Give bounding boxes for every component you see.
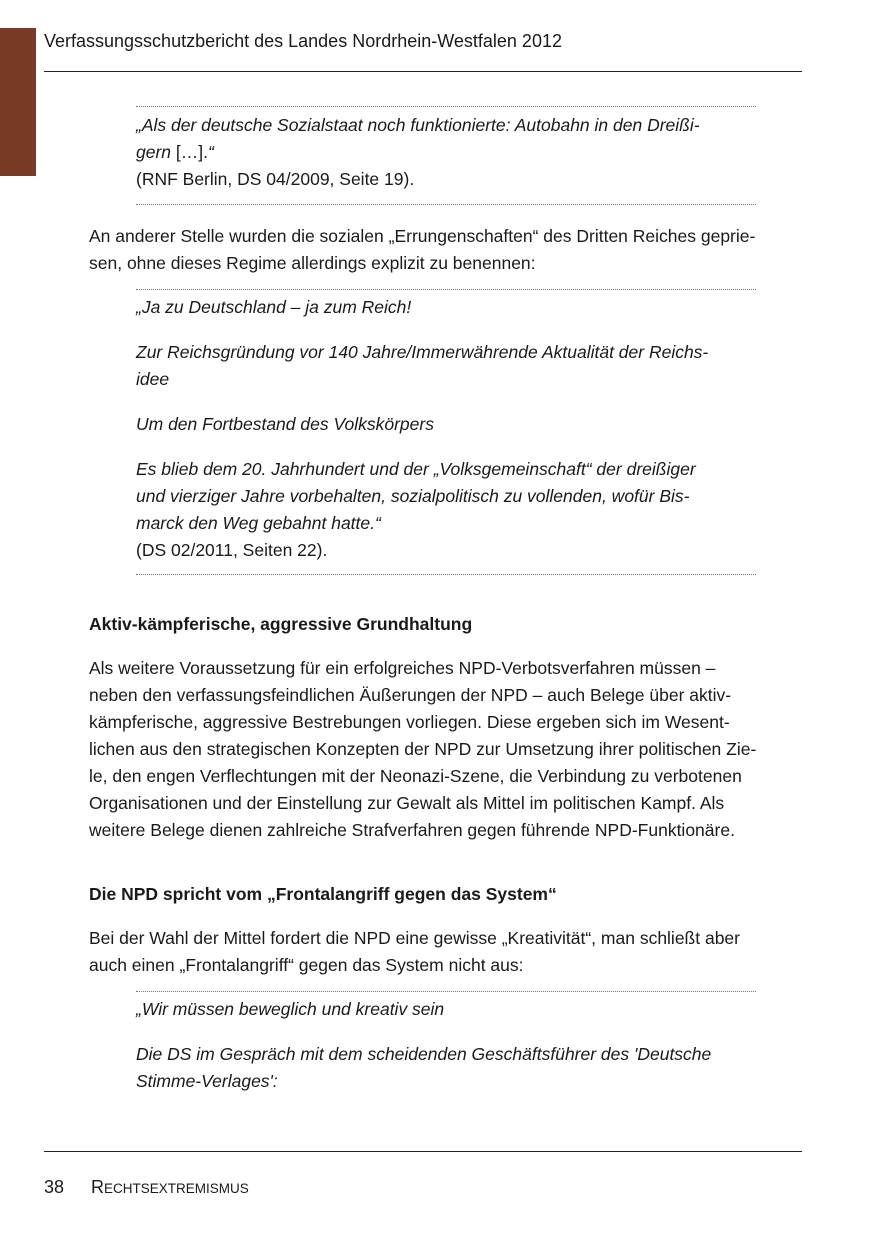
quote-divider — [136, 991, 756, 992]
paragraph-2 — [89, 655, 805, 844]
quote-divider — [136, 574, 756, 575]
quote-source: (RNF Berlin, DS 04/2009, Seite 19). — [136, 169, 415, 189]
paragraph-line: auch einen „Frontalangriff“ gegen das System nicht aus: — [89, 955, 524, 975]
quote-line: Die DS im Gespräch mit dem scheidenden Geschäftsführer des 'Deutsche — [136, 1044, 712, 1064]
quote-line: idee — [136, 369, 170, 389]
quote-line: „Ja zu Deutschland – ja zum Reich! — [136, 297, 412, 317]
section-heading: Die NPD spricht vom „Frontalangriff gegen das System“ — [89, 884, 557, 904]
paragraph-1 — [89, 223, 805, 277]
paragraph-line: An anderer Stelle wurden die sozialen „Errungenschaften“ des Dritten Reiches geprie- — [89, 226, 756, 246]
footer-section-title — [91, 1176, 249, 1200]
paragraph-line: Organisationen und der Einstellung zur Gewalt als Mittel im politischen Kampf. Als — [89, 793, 725, 813]
quote-text: gern — [136, 142, 172, 162]
paragraph-3 — [89, 925, 805, 979]
quote-line: Stimme-Verlages': — [136, 1071, 278, 1091]
quote-line: Um den Fortbestand des Volkskörpers — [136, 414, 434, 434]
quote-divider — [136, 289, 756, 290]
quote-line — [136, 139, 756, 166]
quote-line: „Als der deutsche Sozialstaat noch funktionierte: Autobahn in den Dreißi- — [136, 115, 700, 135]
paragraph-line: neben den verfassungsfeindlichen Äußerungen der NPD – auch Belege über aktiv- — [89, 685, 732, 705]
quote-line: Es blieb dem 20. Jahrhundert und der „Volksgemeinschaft“ der dreißiger — [136, 459, 696, 479]
footer-section-rest: ECHTSEXTREMISMUS — [104, 1181, 249, 1196]
chapter-color-tab — [0, 28, 36, 176]
quote-block-1 — [136, 112, 756, 193]
paragraph-line: Als weitere Voraussetzung für ein erfolgreiches NPD-Verbotsverfahren müssen – — [89, 658, 716, 678]
quote-divider — [136, 204, 756, 205]
quote-divider — [136, 106, 756, 107]
paragraph-line: weitere Belege dienen zahlreiche Strafverfahren gegen führende NPD-Funktionäre. — [89, 820, 735, 840]
quote-block-2 — [136, 294, 756, 564]
quote-source: (DS 02/2011, Seiten 22). — [136, 540, 328, 560]
footer-rule — [44, 1151, 802, 1152]
paragraph-line: sen, ohne dieses Regime allerdings explizit zu benennen: — [89, 253, 536, 273]
paragraph-line: kämpferische, aggressive Bestrebungen vorliegen. Diese ergeben sich im Wesent- — [89, 712, 730, 732]
header-rule — [44, 71, 802, 72]
quote-line: und vierziger Jahre vorbehalten, sozialpolitisch zu vollenden, wofür Bis- — [136, 486, 690, 506]
footer-section-initial: R — [91, 1177, 104, 1197]
quote-text: “ — [207, 142, 214, 162]
page-number: 38 — [44, 1177, 65, 1197]
section-heading: Aktiv-kämpferische, aggressive Grundhaltung — [89, 614, 473, 634]
paragraph-line: le, den engen Verflechtungen mit der Neonazi-Szene, die Verbindung zu verbotenen — [89, 766, 742, 786]
quote-line: „Wir müssen beweglich und kreativ sein — [136, 999, 445, 1019]
quote-block-3 — [136, 996, 756, 1095]
paragraph-line: lichen aus den strategischen Konzepten der NPD zur Umsetzung ihrer politischen Zie- — [89, 739, 757, 759]
page-header-title: Verfassungsschutzbericht des Landes Nordrhein-Westfalen 2012 — [44, 31, 562, 51]
quote-line: Zur Reichsgründung vor 140 Jahre/Immerwährende Aktualität der Reichs- — [136, 342, 709, 362]
paragraph-line: Bei der Wahl der Mittel fordert die NPD eine gewisse „Kreativität“, man schließt aber — [89, 928, 740, 948]
quote-line: marck den Weg gebahnt hatte.“ — [136, 513, 381, 533]
quote-text: […]. — [171, 142, 208, 162]
